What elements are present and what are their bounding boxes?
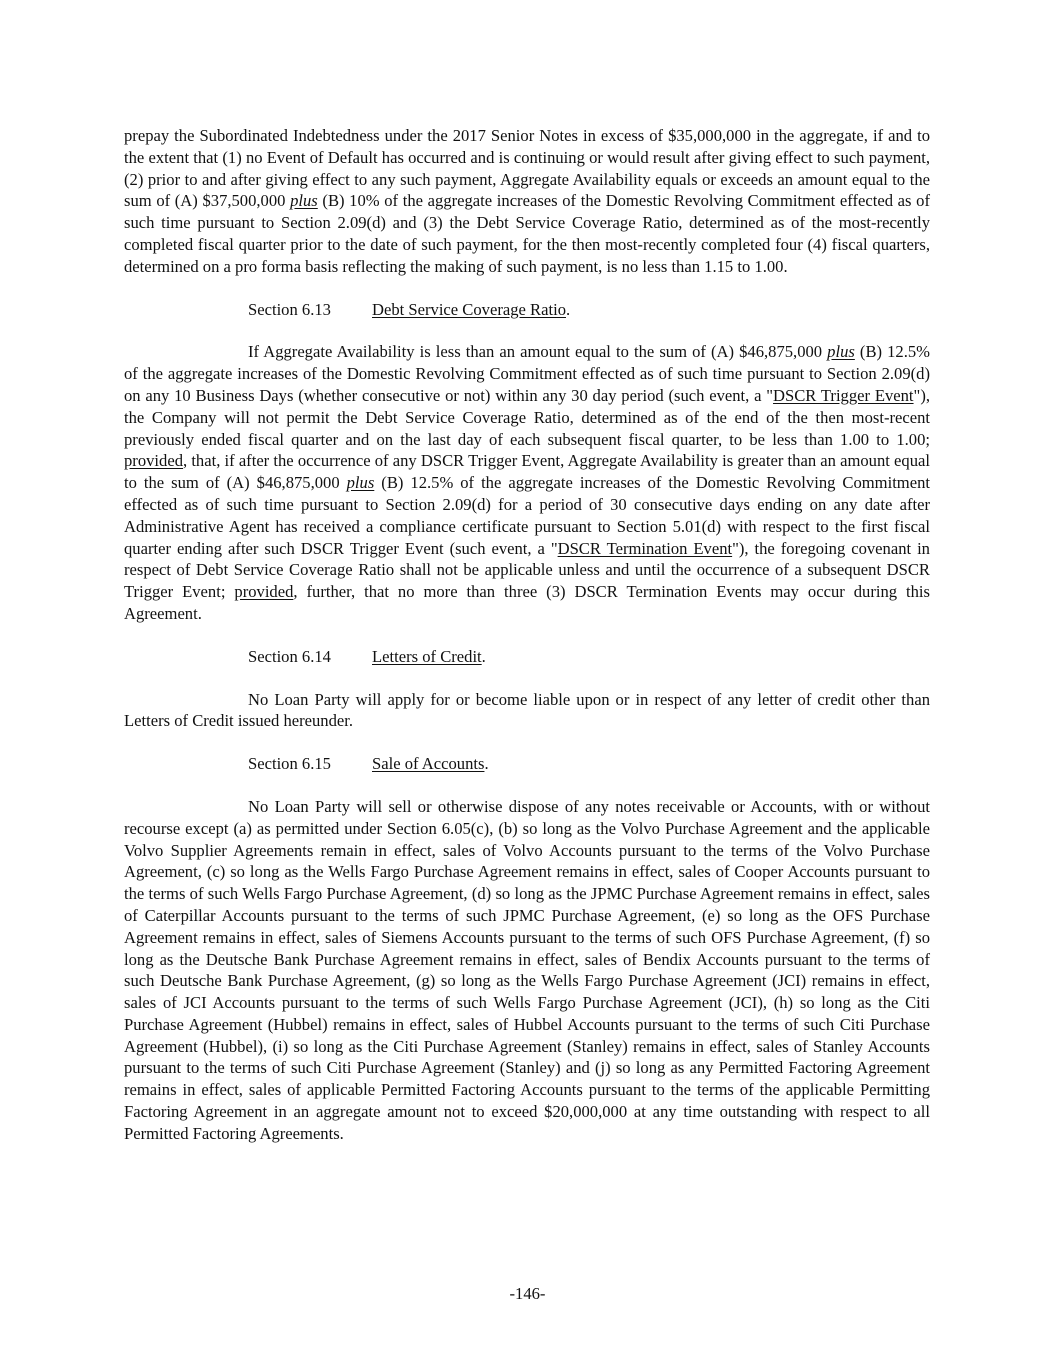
provided-term: provided	[124, 451, 183, 471]
page-number: -146-	[509, 1284, 546, 1303]
body-text: "), the foregoing covenant in respect of Debt Service Coverage Ratio shall not be applicable unless and until the occurrence of a subsequent DSCR Trigger Event;	[124, 538, 930, 602]
plus-term: plus	[827, 342, 855, 362]
body-text: (B) 12.5% of the aggregate increases of the Domestic Revolving Commitment effected as of such time pursuant to Section 2.09(d) on any 10 Business Days (whether consecutive or not) within any 30 day period (such event, a "	[124, 342, 930, 405]
section-6-15-heading	[248, 753, 930, 775]
section-number: Section 6.14	[248, 646, 331, 666]
body-text: (B) 12.5% of the aggregate increases of the Domestic Revolving Commitment effected as of such time pursuant to Section 2.09(d) for a period of 30 consecutive days ending on any date after Administrative Agent has received a compliance certificate pursuant to Section 5.01(d) with respect to the first fiscal quarter ending after such DSCR Trigger Event (such event, a "	[124, 473, 930, 558]
section-number: Section 6.13	[248, 299, 331, 319]
plus-term: plus	[290, 191, 318, 211]
section-6-13-heading	[248, 299, 930, 321]
paragraph-continuation	[124, 125, 930, 278]
section-title: Debt Service Coverage Ratio	[372, 299, 566, 319]
body-text: If Aggregate Availability is less than an amount equal to the sum of (A) $46,875,000	[248, 342, 828, 362]
section-number: Section 6.15	[248, 754, 331, 774]
section-6-13-body	[124, 341, 930, 624]
section-title: Letters of Credit	[372, 646, 482, 666]
defined-term: DSCR Trigger Event	[773, 385, 914, 405]
section-6-14-heading	[248, 646, 930, 668]
section-title-period: .	[481, 646, 486, 666]
section-6-15-body: No Loan Party will sell or otherwise dispose of any notes receivable or Accounts, with or without recourse except (a) as permitted under Section 6.05(c), (b) so long as the Volvo Purchase Agreement and the applicable Volvo Supplier Agreements remain in effect, sales of Volvo Accounts pursuant to the terms of the Volvo Purchase Agreement, (c) so long as the Wells Fargo Purchase Agreement remains in effect, sales of Cooper Accounts pursuant to the terms of such Wells Fargo Purchase Agreement, (d) so long as the JPMC Purchase Agreement remains in effect, sales of Caterpillar Accounts pursuant to the terms of such JPMC Purchase Agreement, (e) so long as the OFS Purchase Agreement remains in effect, sales of Siemens Accounts pursuant to the terms of such OFS Purchase Agreement, (f) so long as the Deutsche Bank Purchase Agreement remains in effect, sales of Bendix Accounts pursuant to the terms of such Deutsche Bank Purchase Agreement, (g) so long as the Wells Fargo Purchase Agreement (JCI) remains in effect, sales of JCI Accounts pursuant to the terms of such Wells Fargo Purchase Agreement (JCI), (h) so long as the Citi Purchase Agreement (Hubbel) remains in effect, sales of Hubbel Accounts pursuant to the terms of such Citi Purchase Agreement (Hubbel), (i) so long as the Citi Purchase Agreement (Stanley) remains in effect, sales of Stanley Accounts pursuant to the terms of such Citi Purchase Agreement (Stanley) and (j) so long as any Permitted Factoring Agreement remains in effect, sales of applicable Permitted Factoring Accounts pursuant to the terms of the applicable Permitting Factoring Agreement in an aggregate amount not to exceed $20,000,000 at any time outstanding with respect to all Permitted Factoring Agreements.	[124, 796, 930, 1143]
defined-term: DSCR Termination Event	[557, 538, 733, 558]
section-6-14-body: No Loan Party will apply for or become liable upon or in respect of any letter of credit other than Letters of Credit issued hereunder.	[124, 689, 930, 731]
body-text: "), the Company will not permit the Debt Service Coverage Ratio, determined as of the end of the then most-recent previously ended fiscal quarter and on the last day of each subsequent fiscal quarter, to be less than 1.00 to 1.00;	[124, 385, 930, 449]
paragraph-text: prepay the Subordinated Indebtedness under the 2017 Senior Notes in excess of $35,000,000 in the aggregate, if and to the extent that (1) no Event of Default has occurred and is continuing or would result after giving effect to such payment, (2) prior to and after giving effect to any such payment, Aggregate Availability equals or exceeds an amount equal to the sum of (A) $37,500,000	[124, 126, 930, 211]
body-text: , that, if after the occurrence of any DSCR Trigger Event, Aggregate Availability is greater than an amount equal to the sum of (A) $46,875,000	[124, 451, 930, 493]
document-page	[124, 125, 930, 1145]
section-title-period: .	[566, 299, 571, 319]
section-title-period: .	[484, 754, 489, 774]
body-text: , further, that no more than three (3) DSCR Termination Events may occur during this Agreement.	[124, 582, 930, 623]
section-title: Sale of Accounts	[372, 754, 485, 774]
provided-term: provided	[234, 582, 294, 602]
paragraph-text: (B) 10% of the aggregate increases of the Domestic Revolving Commitment effected as of such time pursuant to Section 2.09(d) and (3) the Debt Service Coverage Ratio, determined as of the most-recently completed fiscal quarter prior to the date of such payment, for the then most-recently completed four (4) fiscal quarters, determined on a pro forma basis reflecting the making of such payment, is no less than 1.15 to 1.00.	[124, 191, 930, 276]
plus-term: plus	[346, 473, 375, 493]
